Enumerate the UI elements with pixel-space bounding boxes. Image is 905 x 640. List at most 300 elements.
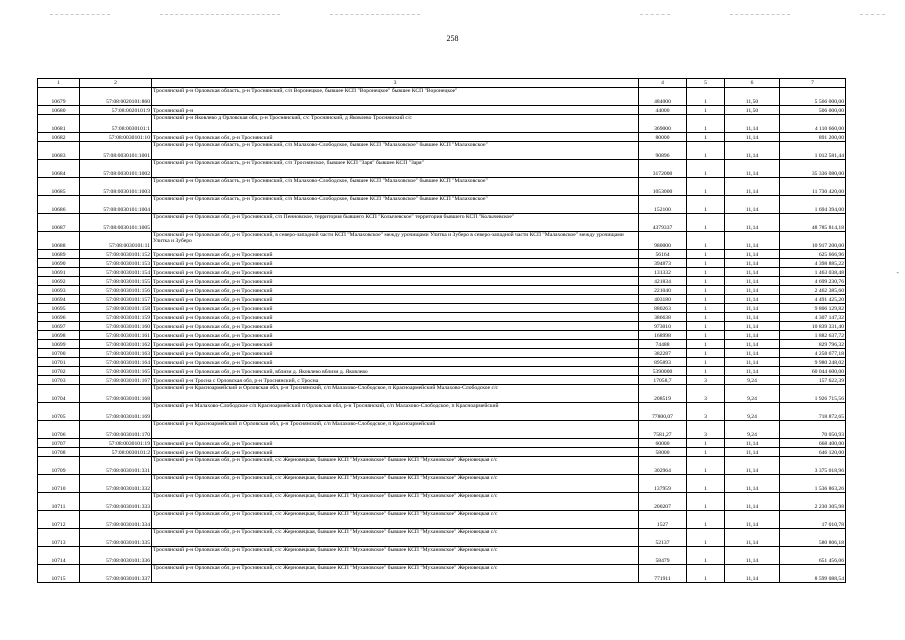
area: 973010 [639,322,687,331]
address: Троснянский р-н Орловская обл, р-н Троснянский, с/с Жерновецкая, бывшее КСП "Мухановское" бывшее КСП "Мухановское" Жерновецкая с/с [152,565,639,583]
table-row [38,340,846,349]
address: Троснянский р-н Орловская обл, р-н Троснянский [152,250,639,259]
group: 1 [687,196,725,214]
table-row [38,313,846,322]
table-row [38,295,846,304]
group: 3 [687,385,725,403]
row-number: 10692 [38,277,80,286]
address: Троснянский р-н Орловская обл, р-н Троснянский [152,295,639,304]
rate: 11,14 [725,268,780,277]
table-row [38,259,846,268]
area: 394873 [639,259,687,268]
column-header: 7 [780,79,846,88]
cadastral-number: 57:08:0030101:335 [80,529,152,547]
cadastral-value: 2 230 305,98 [780,493,846,511]
address: Троснянский р-н Орловская обл, р-н Троснянский [152,133,639,142]
cadastral-value: 1 926 715,56 [780,385,846,403]
area: 60000 [639,439,687,448]
table-row [38,403,846,421]
area: 421834 [639,277,687,286]
cadastral-value: 506 000,00 [780,106,846,115]
rate: 11,14 [725,277,780,286]
cadastral-value: 1 463 038,48 [780,268,846,277]
table-row [38,232,846,250]
address: Троснянский р-н Орловская обл, р-н Троснянский [152,340,639,349]
address: Троснянский р-н Орловская область, р-н Троснянский, с/п Троснянское, бывшее КСП "Заря" бывшее КСП "Заря" [152,160,639,178]
row-number: 10681 [38,115,80,133]
group: 1 [687,547,725,565]
row-number: 10687 [38,214,80,232]
address: Троснянский р-н Орловская обл, р-н Троснянский, с/с Жерновецкая, бывшее КСП "Мухановское" бывшее КСП "Мухановское" Жерновецкая с/с [152,511,639,529]
area: 771911 [639,565,687,583]
rate: 11,14 [725,511,780,529]
address: Троснянский р-н Орловская обл, р-н Троснянский [152,277,639,286]
cadastral-value: 60 044 600,00 [780,367,846,376]
cadastral-value: 17 010,78 [780,511,846,529]
cadastral-number: 57:08:0030101:162 [80,340,152,349]
area: 208519 [639,385,687,403]
cadastral-number: 57:08:0030101:19 [80,439,152,448]
cadastral-value: 157 622,39 [780,376,846,385]
cadastral-number: 57:08:0030101:169 [80,403,152,421]
cadastral-number: 57:08:0030101:2 [80,448,152,457]
row-number: 10688 [38,232,80,250]
cadastral-value: 4 307 147,32 [780,313,846,322]
cadastral-number: 57:08:0030101:164 [80,358,152,367]
rate: 11,14 [725,295,780,304]
address: Троснянский р-н Орловская область, р-н Троснянский, с/п Воронецкое, бывшее КСП "Воронецкое" бывшее КСП "Воронецкое" [152,88,639,106]
table-row [38,367,846,376]
table-row [38,331,846,340]
cadastral-number: 57:08:0030101:337 [80,565,152,583]
table-row [38,286,846,295]
area: 3172000 [639,160,687,178]
address: Троснянский р-н Орловская обл, р-н Троснянский, в северо-западной части КСП "Малаховское" между урочищами Улитка и Зуберо в северо-западной части КСП "Малаховское" между урочищами Улитка и Зуберо [152,232,639,250]
address: Троснянский р-н Орловская обл, р-н Троснянский [152,313,639,322]
rate: 11,14 [725,250,780,259]
table-row [38,565,846,583]
table-row [38,385,846,403]
area: 484000 [639,88,687,106]
group: 3 [687,376,725,385]
table-row [38,115,846,133]
group: 1 [687,475,725,493]
column-header: 1 [38,79,80,88]
table-row [38,196,846,214]
row-number: 10710 [38,475,80,493]
area: 52137 [639,529,687,547]
cadastral-number: 57:08:0030101:158 [80,304,152,313]
group: 1 [687,88,725,106]
table-row [38,439,846,448]
group: 1 [687,295,725,304]
table-row [38,475,846,493]
table-row [38,358,846,367]
cadastral-number: 57:08:0030101:336 [80,547,152,565]
cadastral-value: 35 336 080,00 [780,160,846,178]
cadastral-number: 57:08:0030101:153 [80,259,152,268]
rate: 11,14 [725,358,780,367]
group: 1 [687,565,725,583]
area: 895893 [639,358,687,367]
cadastral-number: 57:08:0030101:332 [80,475,152,493]
address: Троснянский р-н Орловская обл, р-н Троснянский [152,358,639,367]
group: 1 [687,358,725,367]
address: Троснянский р-н Орловская обл, р-н Троснянский [152,268,639,277]
rate: 11,14 [725,133,780,142]
address: Троснянский р-н Орловская обл, р-н Троснянский, с/с Жерновецкая, бывшее КСП "Мухановское" бывшее КСП "Мухановское" Жерновецкая с/с [152,493,639,511]
table-row [38,529,846,547]
rate: 11,14 [725,214,780,232]
area: 77800,07 [639,403,687,421]
rate: 11,14 [725,439,780,448]
cadastral-value: 651 456,06 [780,547,846,565]
cadastral-value: 9 980 248,02 [780,358,846,367]
rate: 11,14 [725,493,780,511]
cadastral-number: 57:08:0030101:168 [80,385,152,403]
rate: 11,14 [725,322,780,331]
area: 131332 [639,268,687,277]
cadastral-value: 8 599 088,54 [780,565,846,583]
row-number: 10711 [38,493,80,511]
area: 200207 [639,493,687,511]
area: 58479 [639,547,687,565]
address: Троснянский р-н Орловская обл, р-н Троснянский [152,304,639,313]
rate: 11,14 [725,475,780,493]
rate: 11,14 [725,142,780,160]
group: 1 [687,214,725,232]
area: 302964 [639,457,687,475]
rate: 11,14 [725,565,780,583]
cadastral-number: 57:08:0020101:860 [80,88,152,106]
area: 80000 [639,133,687,142]
page-number: 258 [446,34,459,43]
cadastral-value: 4 491 425,20 [780,295,846,304]
group: 1 [687,286,725,295]
column-header: 6 [725,79,780,88]
cadastral-number: 57:08:0030101:1 [80,115,152,133]
row-number: 10685 [38,178,80,196]
group: 1 [687,277,725,286]
group: 1 [687,322,725,331]
area: 17058,7 [639,376,687,385]
table-row [38,142,846,160]
address: Троснянский р-н Орловская обл, р-н Троснянский [152,331,639,340]
address: Троснянский р-н Орловская область, р-н Троснянский, с/п Малахово-Слободское, бывшее КСП "Малаховское" бывшее КСП "Малаховское" [152,196,639,214]
address: Троснянский р-н Орловская обл, р-н Троснянский [152,349,639,358]
row-number: 10679 [38,88,80,106]
cadastral-number: 57:08:0030101:161 [80,331,152,340]
rate: 9,24 [725,376,780,385]
area: 382287 [639,349,687,358]
table-row [38,376,846,385]
address: Троснянский р-н Орловская обл, р-н Троснянский [152,439,639,448]
table-row [38,448,846,457]
address: Троснянский р-н Красноармейский п Орловская обл, р-н Троснянский, с/п Малахово-Слободское, п Красноармейский [152,421,639,439]
cadastral-number: 57:08:0030101:10 [80,133,152,142]
rate: 11,14 [725,304,780,313]
group: 3 [687,403,725,421]
group: 1 [687,448,725,457]
cadastral-value: 625 666,96 [780,250,846,259]
cadastral-number: 57:08:0020101:9 [80,106,152,115]
row-number: 10715 [38,565,80,583]
address: Троснянский р-н Орловская обл, р-н Троснянский, с/с Жерновецкая, бывшее КСП "Мухановское" бывшее КСП "Мухановское" Жерновецкая с/с [152,475,639,493]
row-number: 10697 [38,322,80,331]
cadastral-number: 57:08:0030101:167 [80,376,152,385]
rate: 11,50 [725,88,780,106]
cadastral-value: 9 806 129,82 [780,304,846,313]
row-number: 10707 [38,439,80,448]
cadastral-value: 891 200,00 [780,133,846,142]
row-number: 10693 [38,286,80,295]
table-row [38,349,846,358]
cadastral-number: 57:08:0030101:11 [80,232,152,250]
cadastral-value: 5 566 000,00 [780,88,846,106]
rate: 11,14 [725,232,780,250]
area: 152100 [639,196,687,214]
margin-mark: - [896,268,899,277]
row-number: 10695 [38,304,80,313]
group: 1 [687,268,725,277]
group: 1 [687,457,725,475]
cadastral-value: 580 806,18 [780,529,846,547]
rate: 11,50 [725,106,780,115]
area: 7581,27 [639,421,687,439]
cadastral-number: 57:08:0030101:152 [80,250,152,259]
group: 1 [687,367,725,376]
group: 1 [687,115,725,133]
cadastral-number: 57:08:0030101:157 [80,295,152,304]
address: Троснянский р-н [152,106,639,115]
rate: 9,24 [725,385,780,403]
group: 1 [687,304,725,313]
area: 221040 [639,286,687,295]
area: 44000 [639,106,687,115]
address: Троснянский р-н Тросна с Орловская обл, р-н Троснянский, с Тросна [152,376,639,385]
land-registry-table [37,78,846,583]
address: Троснянский р-н Орловская обл, р-н Троснянский [152,448,639,457]
row-number: 10691 [38,268,80,277]
area: 137959 [639,475,687,493]
cadastral-number: 57:08:0030101:333 [80,493,152,511]
group: 1 [687,133,725,142]
rate: 11,14 [725,331,780,340]
table-row [38,457,846,475]
row-number: 10708 [38,448,80,457]
address: Троснянский р-н Малахово-Слободское с/п Красноармейский п Орловская обл, р-н Троснянский, с/п Малахово-Слободское, п Красноармейский [152,403,639,421]
rate: 11,14 [725,196,780,214]
row-number: 10705 [38,403,80,421]
area: 980000 [639,232,687,250]
table-row [38,160,846,178]
cadastral-value: 11 730 420,00 [780,178,846,196]
row-number: 10680 [38,106,80,115]
cadastral-number: 57:08:0030101:1005 [80,214,152,232]
area: 74488 [639,340,687,349]
cadastral-number: 57:08:0030101:160 [80,322,152,331]
row-number: 10683 [38,142,80,160]
rate: 11,14 [725,367,780,376]
cadastral-value: 4 258 677,18 [780,349,846,358]
rate: 11,14 [725,160,780,178]
table-row [38,268,846,277]
table-row [38,511,846,529]
column-header: 3 [152,79,639,88]
area: 880263 [639,304,687,313]
row-number: 10686 [38,196,80,214]
cadastral-number: 57:08:0030101:334 [80,511,152,529]
group: 1 [687,493,725,511]
column-header: 2 [80,79,152,88]
group: 1 [687,259,725,268]
cadastral-number: 57:08:0030101:156 [80,286,152,295]
row-number: 10684 [38,160,80,178]
area: 386638 [639,313,687,322]
area: 369000 [639,115,687,133]
column-header: 4 [639,79,687,88]
header-row [38,79,846,88]
cadastral-number: 57:08:0030101:331 [80,457,152,475]
row-number: 10704 [38,385,80,403]
rate: 9,24 [725,421,780,439]
cadastral-value: 10 839 331,40 [780,322,846,331]
rate: 11,14 [725,349,780,358]
area: 90896 [639,142,687,160]
row-number: 10706 [38,421,80,439]
address: Троснянский р-н Красноармейский и Орловская обл, р-н Троснянский, с/п Малахово-Слободское, п Красноармейский Малахово-Слободское с/с [152,385,639,403]
row-number: 10689 [38,250,80,259]
area: 58000 [639,448,687,457]
cadastral-number: 57:08:0030101:170 [80,421,152,439]
cadastral-value: 668 400,00 [780,439,846,448]
address: Троснянский р-н Орловская обл, р-н Троснянский [152,286,639,295]
cadastral-value: 1 882 637,72 [780,331,846,340]
cadastral-value: 70 050,93 [780,421,846,439]
rate: 9,24 [725,403,780,421]
address: Троснянский р-н Орловская обл, р-н Троснянский [152,259,639,268]
group: 1 [687,349,725,358]
group: 1 [687,313,725,322]
rate: 11,14 [725,178,780,196]
table-row [38,304,846,313]
table-row [38,106,846,115]
cadastral-number: 57:08:0030101:165 [80,367,152,376]
cadastral-number: 57:08:0030101:1003 [80,178,152,196]
cadastral-value: 1 012 581,44 [780,142,846,160]
group: 1 [687,160,725,178]
rate: 11,14 [725,286,780,295]
group: 1 [687,250,725,259]
area: 168998 [639,331,687,340]
address: Троснянский р-н Орловская обл, р-н Троснянский, с/с Жерновецкая, бывшее КСП "Мухановское" бывшее КСП "Мухановское" Жерновецкая с/с [152,547,639,565]
column-header: 5 [687,79,725,88]
group: 1 [687,511,725,529]
row-number: 10690 [38,259,80,268]
rate: 11,14 [725,529,780,547]
cadastral-value: 4 398 885,22 [780,259,846,268]
cadastral-number: 57:08:0030101:155 [80,277,152,286]
area: 1053000 [639,178,687,196]
row-number: 10694 [38,295,80,304]
cadastral-number: 57:08:0030101:154 [80,268,152,277]
group: 1 [687,529,725,547]
address: Троснянский р-н Яковлево д Орловская обл, р-н Троснянский, с/с Троснянский, д Яковлево Троснянский с/с [152,115,639,133]
group: 1 [687,439,725,448]
cadastral-value: 1 536 863,26 [780,475,846,493]
rate: 11,14 [725,259,780,268]
row-number: 10709 [38,457,80,475]
cadastral-value: 3 375 018,96 [780,457,846,475]
rate: 11,14 [725,115,780,133]
row-number: 10696 [38,313,80,322]
cadastral-value: 2 462 385,60 [780,286,846,295]
cadastral-number: 57:08:0030101:1004 [80,196,152,214]
cadastral-value: 4 699 230,76 [780,277,846,286]
cadastral-value: 718 872,65 [780,403,846,421]
cadastral-value: 10 917 200,00 [780,232,846,250]
rate: 11,14 [725,340,780,349]
rate: 11,14 [725,547,780,565]
cadastral-value: 48 785 814,18 [780,214,846,232]
table-row [38,214,846,232]
address: Троснянский р-н Орловская область, р-н Троснянский, с/п Малахово-Слободское, бывшее КСП "Малаховское" бывшее КСП "Малаховское" [152,142,639,160]
table-row [38,421,846,439]
table-row [38,493,846,511]
group: 1 [687,331,725,340]
table-row [38,277,846,286]
area: 5390000 [639,367,687,376]
address: Троснянский р-н Орловская область, р-н Троснянский, с/п Малахово-Слободское, бывшее КСП "Малаховское" бывшее КСП "Малаховское" [152,178,639,196]
group: 1 [687,106,725,115]
address: Троснянский р-н Орловская обл, р-н Троснянский, с/п Пенновское, территория бывшего КСП "Колычевское" территория бывшего КСП "Колычевское" [152,214,639,232]
rate: 11,14 [725,448,780,457]
group: 3 [687,421,725,439]
rate: 11,14 [725,457,780,475]
group: 1 [687,178,725,196]
row-number: 10712 [38,511,80,529]
cadastral-number: 57:08:0030101:1001 [80,142,152,160]
table-row [38,133,846,142]
row-number: 10682 [38,133,80,142]
group: 1 [687,142,725,160]
cadastral-value: 1 694 394,00 [780,196,846,214]
row-number: 10703 [38,376,80,385]
row-number: 10713 [38,529,80,547]
row-number: 10702 [38,367,80,376]
row-number: 10700 [38,349,80,358]
table-row [38,88,846,106]
row-number: 10701 [38,358,80,367]
rate: 11,14 [725,313,780,322]
cadastral-value: 829 796,32 [780,340,846,349]
area: 4379337 [639,214,687,232]
table-row [38,250,846,259]
cadastral-value: 646 120,00 [780,448,846,457]
cadastral-number: 57:08:0030101:159 [80,313,152,322]
row-number: 10714 [38,547,80,565]
table-row [38,178,846,196]
group: 1 [687,232,725,250]
group: 1 [687,340,725,349]
cadastral-number: 57:08:0030101:1002 [80,160,152,178]
address: Троснянский р-н Орловская обл, р-н Троснянский, с/с Жерновецкая, бывшее КСП "Мухановское" бывшее КСП "Мухановское" Жерновецкая с/с [152,529,639,547]
table-row [38,322,846,331]
cadastral-number: 57:08:0030101:163 [80,349,152,358]
cadastral-value: 4 110 660,00 [780,115,846,133]
address: Троснянский р-н Орловская обл, р-н Троснянский [152,322,639,331]
row-number: 10698 [38,331,80,340]
